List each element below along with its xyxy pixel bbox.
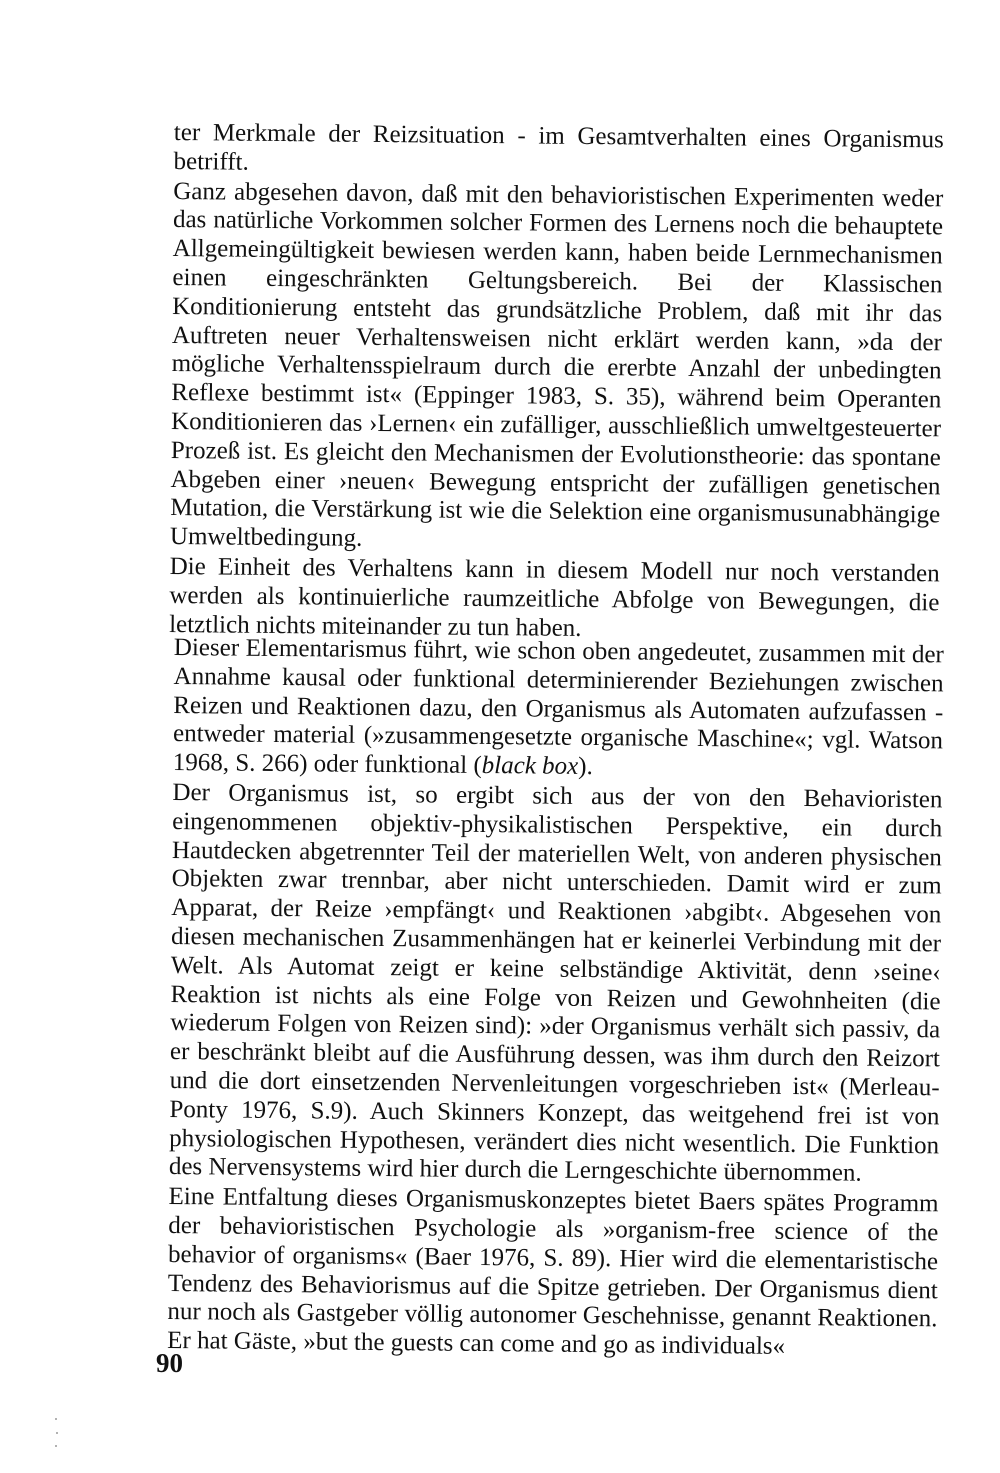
scan-specks <box>55 1418 59 1448</box>
scan-speck <box>55 1445 57 1447</box>
scan-speck <box>56 1432 58 1434</box>
paragraph-continuation: ter Merkmale der Reizsituation - im Gesamtverhalten eines Organismus betrifft. <box>173 119 944 176</box>
paragraph-behavior-unity: Die Einheit des Verhaltens kann in diesem Modell nur noch verstanden werden als kontinuierliche raumzeitliche Abfolge von Bewegungen, die letztlich nichts miteinander zu tun haben. <box>169 552 940 642</box>
text-section-1 <box>169 119 944 647</box>
paragraph-baer-program: Eine Entfaltung dieses Organismuskonzeptes bietet Baers spätes Programm der behavioristischen Psychologie als »organism-free science of the behavior of organisms« (Baer 1976, S. 89). Hier wird die elementaristische Tendenz des Behaviorismus auf die Spitze getrieben. Der Organismus dient nur noch als Gastgeber völlig autonomer Geschehnisse, genannt Reaktionen. Er hat Gäste, »but the guests can come and go as individuals« <box>167 1183 939 1361</box>
paragraph-organism-apparatus: Der Organismus ist, so ergibt sich aus der von den Behavioristen eingenommenen objektiv-physikalistischen Perspektive, ein durch Hautdecken abgetrennter Teil der materiellen Welt, von anderen physischen Objekten zwar trennbar, aber nicht unterschieden. Damit wird er zum Apparat, der Reize ›empfängt‹ und Reaktionen ›abgibt‹. Abgesehen von diesen mechanischen Zusammenhängen hat er keinerlei Verbindung mit der Welt. Als Automat zeigt er keine selbständige Aktivität, denn ›seine‹ Reaktion ist nichts als eine Folge von Reizen und Gewohnheiten (die wiederum Folgen von Reizen sind): »der Organismus verhält sich passiv, da er beschränkt bleibt auf die Ausführung dessen, was ihm durch den Reizort und die dort einsetzenden Nervenleitungen vorgeschrieben ist« (Merleau-Ponty 1976, S.9). Auch Skinners Konzept, das weitgehend frei ist von physiologischen Hypothesen, verändert dies nicht wesentlich. Die Funktion des Nervensystems wird hier durch die Lerngeschichte übernommen. <box>168 778 943 1187</box>
scan-speck <box>55 1418 57 1420</box>
paragraph-elementarism-text: Dieser Elementarismus führt, wie schon oben angedeutet, zusammen mit der Annahme kausal oder funktional determinierender Beziehungen zwischen Reizen und Reaktionen dazu, den Organismus als Automaten aufzufassen - entweder material (»zusammengesetzte organische Maschine«; vgl. Watson 1968, S. 266) oder funktional ( <box>172 634 944 780</box>
italic-term-black-box: black box <box>481 752 579 781</box>
paragraph-behaviorist-critique: Ganz abgesehen davon, daß mit den behavioristischen Experimenten weder das natürliche Vorkommen solcher Formen des Lernens noch die behauptete Allgemeingültigkeit bewiesen werden kann, haben beide Lernmechanismen einen eingeschränkten Geltungsbereich. Bei der Klassischen Konditionierung entsteht das grundsätzliche Problem, daß mit ihr das Auftreten neuer Verhaltensweisen nicht erklärt werden kann, »da der mögliche Verhaltensspielraum durch die ererbte Anzahl der unbedingten Reflexe bestimmt ist« (Eppinger 1983, S. 35), während beim Operanten Konditionieren das ›Lernen‹ ein zufälliger, ausschließlich umweltgesteuerter Prozeß ist. Es gleicht den Mechanismen der Evolutionstheorie: das spontane Abgeben einer ›neuen‹ Bewegung entspricht der zufälligen genetischen Mutation, die Verstärkung ist wie die Selektion eine organismusunabhängige Umweltbedingung. <box>169 177 944 552</box>
text-section-2 <box>167 634 944 1363</box>
paragraph-elementarism <box>173 634 944 785</box>
paragraph-elementarism-end: ). <box>578 753 593 781</box>
page-number: 90 <box>156 1348 183 1378</box>
